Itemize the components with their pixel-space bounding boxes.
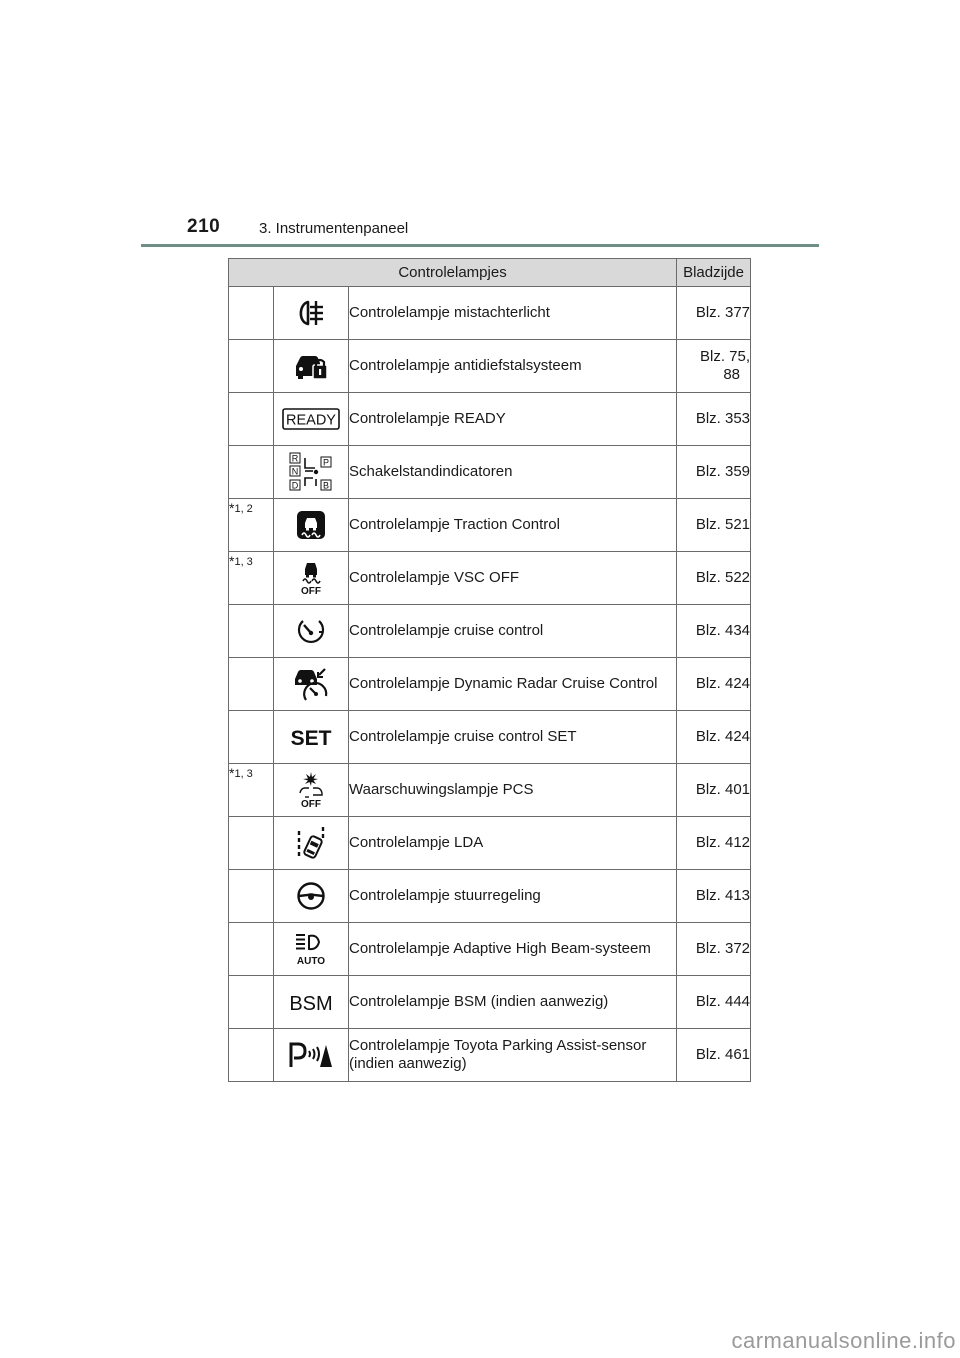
table-row (229, 870, 751, 923)
table-row (229, 446, 751, 499)
off-text: OFF (301, 799, 321, 809)
anti-theft-car-lock-icon (294, 352, 328, 380)
traction-control-icon (296, 510, 326, 540)
footnote-mark (229, 552, 274, 605)
auto-high-beam-icon (293, 932, 329, 966)
table-row (229, 393, 751, 446)
lamp-label: Controlelampje Dynamic Radar Cruise Control (349, 658, 677, 711)
icon-cell (274, 764, 349, 817)
rear-fog-light-icon (294, 298, 328, 328)
page-ref: Blz. 372 (677, 923, 751, 976)
page-number: 210 (187, 216, 221, 237)
footnote-number: 1, 2 (234, 503, 253, 515)
shift-letter: D (291, 480, 299, 491)
footnote-mark (229, 446, 274, 499)
column-header-page: Bladzijde (677, 259, 751, 287)
icon-cell (274, 499, 349, 552)
footnote-mark (229, 287, 274, 340)
page-ref: Blz. 434 (677, 605, 751, 658)
steering-wheel-icon (296, 881, 326, 911)
ready-icon (282, 408, 340, 430)
cruise-control-icon (296, 616, 326, 646)
icon-cell (274, 605, 349, 658)
table-row (229, 499, 751, 552)
ready-icon-text: READY (286, 412, 336, 429)
lamp-label: Controlelampje cruise control SET (349, 711, 677, 764)
dynamic-radar-cruise-icon (292, 666, 330, 702)
cruise-set-icon (290, 725, 332, 749)
table-row (229, 605, 751, 658)
shift-letter: N (291, 466, 299, 477)
table-row (229, 552, 751, 605)
site-watermark: carmanualsonline.info (731, 1328, 956, 1353)
icon-cell (274, 552, 349, 605)
footnote-mark (229, 340, 274, 393)
lamp-label: Controlelampje stuurregeling (349, 870, 677, 923)
lda-icon (296, 825, 326, 861)
footnote-number: 1, 3 (234, 768, 253, 780)
lamp-label: Controlelampje mistachterlicht (349, 287, 677, 340)
bsm-icon (286, 990, 336, 1014)
table-row (229, 340, 751, 393)
lamp-label: Controlelampje BSM (indien aanwezig) (349, 976, 677, 1029)
table-row (229, 711, 751, 764)
page-ref: Blz. 424 (677, 711, 751, 764)
lamp-label-line: (indien aanwezig) (349, 1055, 467, 1072)
footnote-mark (229, 393, 274, 446)
icon-cell (274, 1029, 349, 1082)
page-ref: Blz. 521 (677, 499, 751, 552)
lamp-label: Controlelampje Traction Control (349, 499, 677, 552)
page-ref: Blz. 401 (677, 764, 751, 817)
page-ref: Blz. 461 (677, 1029, 751, 1082)
asterisk-icon: * (229, 500, 235, 516)
page-ref: Blz. 522 (677, 552, 751, 605)
off-text: OFF (301, 586, 321, 596)
asterisk-icon: * (229, 553, 235, 569)
lamp-label: Schakelstandindicatoren (349, 446, 677, 499)
icon-cell (274, 870, 349, 923)
lamp-label: Controlelampje VSC OFF (349, 552, 677, 605)
section-title: 3. Instrumentenpaneel (259, 220, 409, 237)
lamp-label: Controlelampje LDA (349, 817, 677, 870)
footnote-mark (229, 976, 274, 1029)
table-row (229, 658, 751, 711)
table-row (229, 764, 751, 817)
lamp-label: Controlelampje READY (349, 393, 677, 446)
footnote-mark (229, 1029, 274, 1082)
page-ref: Blz. 444 (677, 976, 751, 1029)
page-ref: Blz. 424 (677, 658, 751, 711)
table-row (229, 817, 751, 870)
indicator-table (228, 258, 751, 1082)
table-row (229, 1029, 751, 1082)
set-text: SET (290, 727, 332, 749)
vsc-off-icon (296, 560, 326, 596)
page-ref-line: Blz. 75, (700, 348, 751, 365)
page-ref-line: 88 (723, 366, 741, 383)
lamp-label: Waarschuwingslampje PCS (349, 764, 677, 817)
table-row (229, 287, 751, 340)
shift-letter: R (291, 453, 299, 464)
page-ref: Blz. 412 (677, 817, 751, 870)
page-ref: Blz. 353 (677, 393, 751, 446)
icon-cell (274, 923, 349, 976)
footnote-mark (229, 923, 274, 976)
page-ref: Blz. 377 (677, 287, 751, 340)
lamp-label: Controlelampje Adaptive High Beam-systeem (349, 923, 677, 976)
footnote-mark (229, 870, 274, 923)
auto-text: AUTO (296, 956, 326, 966)
shift-letter: P (322, 457, 330, 468)
footnote-mark (229, 658, 274, 711)
icon-cell (274, 393, 349, 446)
page-ref: Blz. 413 (677, 870, 751, 923)
shift-position-icon (289, 452, 333, 492)
icon-cell (274, 976, 349, 1029)
footnote-number: 1, 3 (234, 556, 253, 568)
footnote-mark (229, 605, 274, 658)
asterisk-icon: * (229, 765, 235, 781)
table-row (229, 923, 751, 976)
footnote-mark (229, 711, 274, 764)
table-row (229, 976, 751, 1029)
footnote-mark (229, 817, 274, 870)
icon-cell (274, 711, 349, 764)
lamp-label: Controlelampje cruise control (349, 605, 677, 658)
footnote-mark (229, 499, 274, 552)
parking-assist-icon (288, 1041, 334, 1069)
icon-cell (274, 446, 349, 499)
footnote-mark (229, 764, 274, 817)
icon-cell (274, 340, 349, 393)
table-header-row (229, 259, 751, 287)
page-ref (677, 340, 751, 393)
lamp-label (349, 1029, 677, 1082)
bsm-text: BSM (289, 993, 333, 1014)
pcs-off-icon (295, 771, 327, 809)
icon-cell (274, 817, 349, 870)
icon-cell (274, 658, 349, 711)
shift-letter: B (322, 480, 330, 491)
lamp-label-line: Controlelampje Toyota Parking Assist-sensor (349, 1037, 647, 1054)
header-rule (141, 244, 819, 247)
icon-cell (274, 287, 349, 340)
page-ref: Blz. 359 (677, 446, 751, 499)
column-header-lamps: Controlelampjes (229, 259, 677, 287)
lamp-label: Controlelampje antidiefstalsysteem (349, 340, 677, 393)
